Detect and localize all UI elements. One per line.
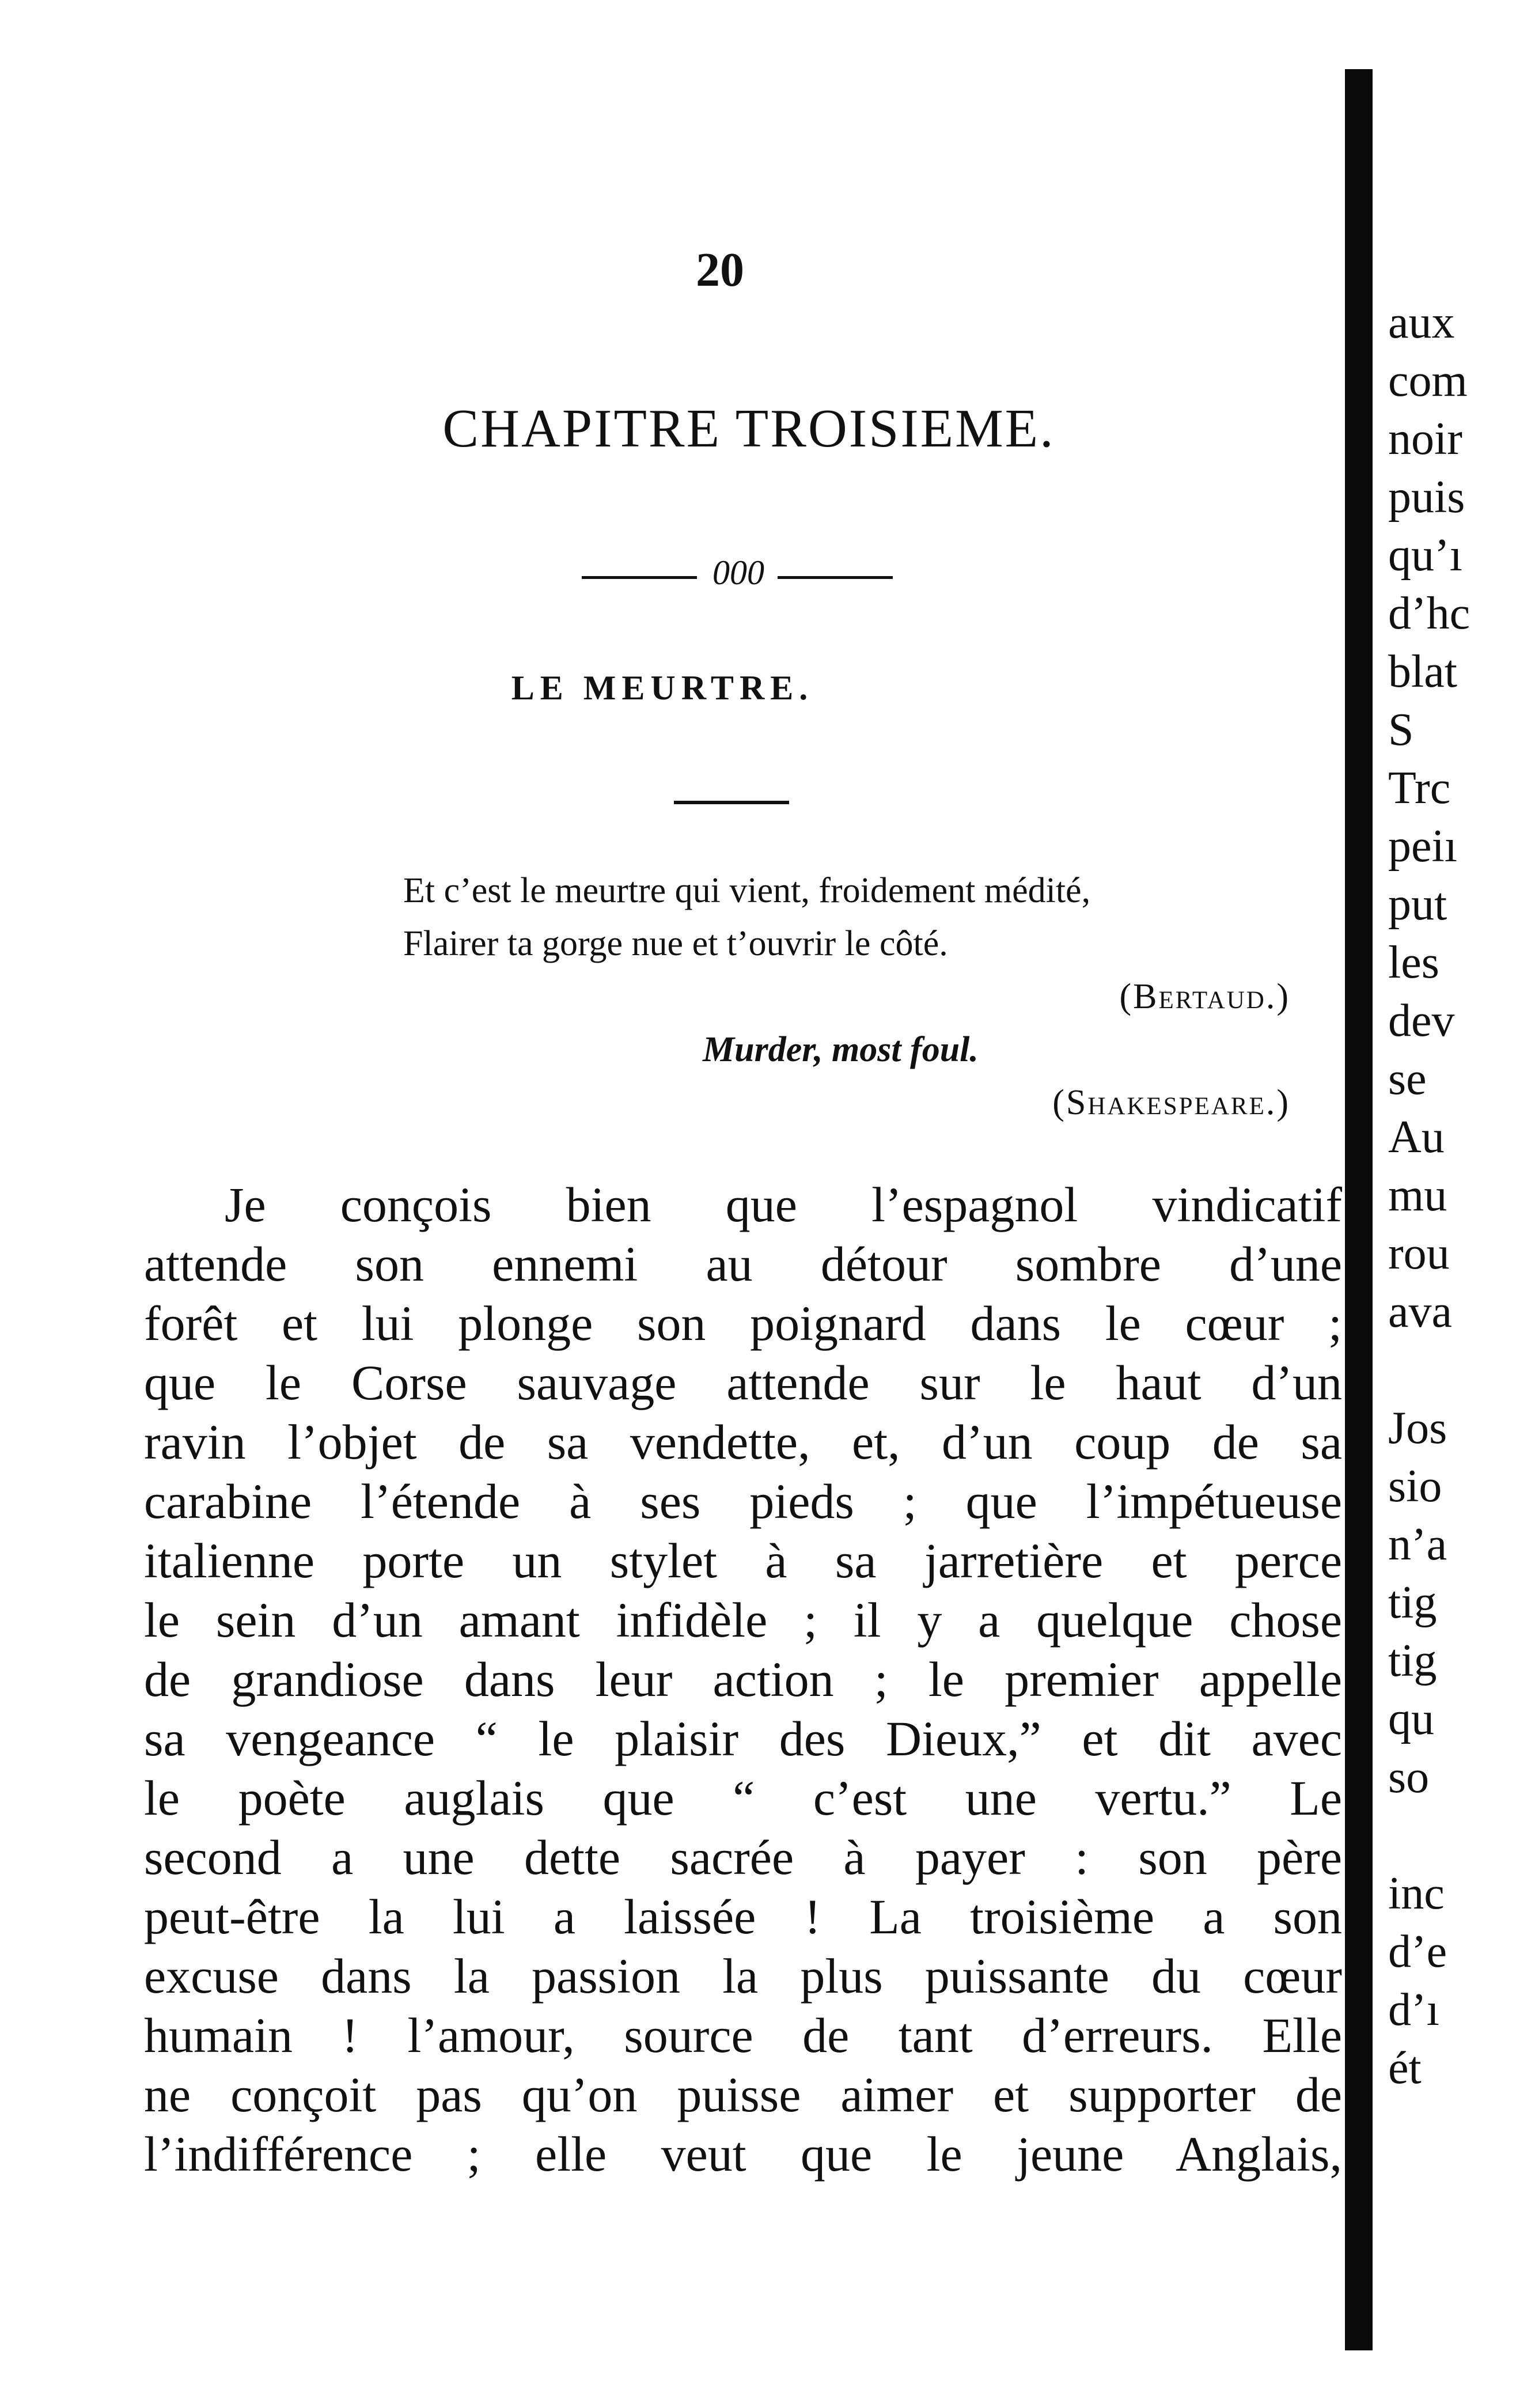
facing-line: sio [1388, 1461, 1442, 1512]
divider-rule-left [582, 576, 697, 579]
epigraph-attribution: (Bertaud.) [1119, 977, 1290, 1016]
facing-line: les [1388, 937, 1439, 988]
facing-line [1388, 1807, 1516, 1865]
page-number: 20 [696, 243, 744, 297]
facing-line: com [1388, 355, 1468, 406]
epigraph-quote: Murder, most foul. [703, 1030, 979, 1069]
facing-line: se [1388, 1054, 1427, 1104]
facing-line: tig [1388, 1635, 1437, 1686]
epigraph-verse: Et c’est le meurtre qui vient, froidement médité, [403, 871, 1091, 910]
facing-line: mu [1388, 1170, 1447, 1221]
text-line: ne conçoit pas qu’on puisse aimer et supporter de [144, 2067, 1342, 2122]
text-line: le poète auglais que “ c’est une vertu.” Le [144, 1770, 1342, 1826]
facing-page-fragment [1388, 294, 1516, 2097]
text-line: le sein d’un amant infidèle ; il y a quelque chose [144, 1592, 1342, 1648]
text-line: peut-être la lui a laissée ! La troisième a son [144, 1889, 1342, 1944]
facing-line: ét [1388, 2043, 1422, 2093]
text-line: humain ! l’amour, source de tant d’erreurs. Elle [144, 2008, 1342, 2063]
facing-line: inc [1388, 1868, 1445, 1919]
text-line: ravin l’objet de sa vendette, et, d’un coup de sa [144, 1414, 1342, 1470]
text-line: Je conçois bien que l’espagnol vindicatif [225, 1177, 1342, 1232]
facing-line: ava [1388, 1286, 1453, 1337]
epigraph-attribution: (Shakespeare.) [1052, 1083, 1290, 1122]
divider-rule-right [778, 576, 893, 579]
body-paragraph [144, 1175, 1342, 2184]
text-line: de grandiose dans leur action ; le premier appelle [144, 1652, 1342, 1707]
facing-line: dev [1388, 995, 1455, 1046]
text-line: l’indifférence ; elle veut que le jeune Anglais, [144, 2126, 1342, 2182]
facing-line: qu’ı [1388, 530, 1462, 581]
facing-line: put [1388, 879, 1447, 930]
text-line: carabine l’étende à ses pieds ; que l’impétueuse [144, 1474, 1342, 1529]
facing-line: so [1388, 1752, 1430, 1803]
section-title: LE MEURTRE. [511, 669, 814, 707]
facing-line [1388, 1341, 1516, 1399]
ornamental-divider [570, 553, 916, 599]
facing-line: noir [1388, 414, 1462, 464]
section-divider [674, 801, 789, 804]
facing-line: d’ı [1388, 1985, 1439, 2035]
chapter-title: CHAPITRE TROISIEME. [442, 399, 1055, 459]
book-gutter [1345, 69, 1373, 2350]
text-line: forêt et lui plonge son poignard dans le cœur ; [144, 1296, 1342, 1351]
facing-line: Au [1388, 1112, 1445, 1163]
facing-line: blat [1388, 646, 1457, 697]
facing-line: d’hc [1388, 588, 1470, 639]
text-line: attende son ennemi au détour sombre d’une [144, 1236, 1342, 1292]
text-line: sa vengeance “ le plaisir des Dieux,” et dit avec [144, 1711, 1342, 1766]
epigraph [403, 864, 1325, 1129]
text-line: que le Corse sauvage attende sur le haut d’un [144, 1355, 1342, 1410]
facing-line: peiı [1388, 821, 1457, 872]
facing-line: tig [1388, 1577, 1437, 1628]
facing-line: rou [1388, 1228, 1450, 1279]
text-line: second a une dette sacrée à payer : son père [144, 1830, 1342, 1885]
facing-line: S [1388, 705, 1414, 755]
facing-line: Trc [1388, 763, 1451, 813]
text-line: excuse dans la passion la plus puissante du cœur [144, 1948, 1342, 2004]
divider-mark: 000 [712, 554, 764, 592]
facing-line: d’e [1388, 1926, 1447, 1977]
text-line: italienne porte un stylet à sa jarretière et perce [144, 1533, 1342, 1588]
facing-line: qu [1388, 1694, 1434, 1744]
facing-line: n’a [1388, 1519, 1447, 1570]
epigraph-verse: Flairer ta gorge nue et t’ouvrir le côté. [403, 924, 948, 963]
facing-line: aux [1388, 297, 1455, 348]
facing-line: Jos [1388, 1403, 1447, 1453]
facing-line: puis [1388, 472, 1465, 523]
